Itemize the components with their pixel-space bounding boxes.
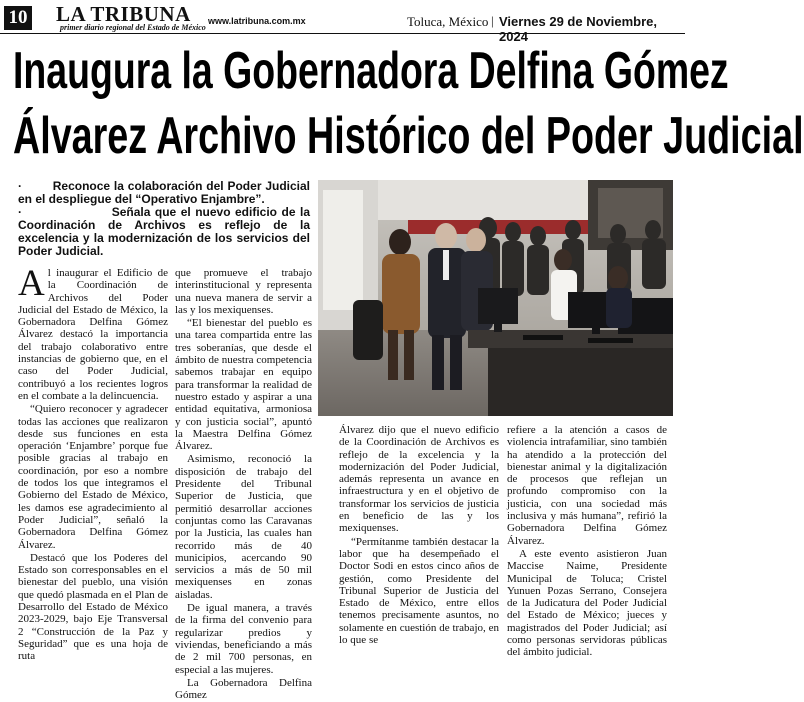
bullet-mark: · bbox=[18, 179, 22, 193]
article-paragraph bbox=[18, 263, 168, 402]
article-paragraph: Destacó que los Poderes del Estado son corresponsables en el bienestar del pueblo, una visión que quedó plasmada en el Plan de Desarrollo del Estado de México 2023-2029, bajo Eje Transversal 2 “Construcción de la Paz y Seguridad” que es una hoja de ruta bbox=[18, 551, 168, 663]
article-paragraph: “Permítanme también destacar la labor que ha desempeñado el Doctor Sodi en estos cinco años de gestión, como Presidente del Tribunal Superior de Justicia del Estado de México, entre ellos tenemos precisamente asuntos, no solamente en cuestión de trabajo, en lo que se bbox=[339, 535, 499, 647]
headline-line-1: Inaugura la Gobernadora Delfina Gómez bbox=[13, 42, 729, 100]
bullet-mark: · bbox=[18, 205, 22, 219]
summary-bullets bbox=[18, 180, 310, 258]
article-paragraph: A este evento asistieron Juan Maccise Naime, Presidente Municipal de Toluca; Cristel Yunuen Pozas Serrano, Consejera de la Judicatura del Poder Judicial del Estado de México; jueces y magistrados del Poder Judicial; así como personas servidoras públicas del ámbito judicial. bbox=[507, 547, 667, 659]
header-separator: | bbox=[491, 13, 494, 28]
article-column-1 bbox=[18, 263, 168, 664]
headline-line-2: Álvarez Archivo Histórico del Poder Judicial bbox=[13, 107, 804, 165]
drop-cap: A bbox=[18, 263, 45, 304]
article-column-4 bbox=[507, 424, 667, 660]
header-rule bbox=[0, 33, 685, 34]
article-paragraph: Asimismo, reconoció la disposición de trabajo del Presidente del Tribunal Superior de Justicia, que permitió desarrollar acciones conjuntas como las Caravanas por la Justicia, las cuales han recorrido más de 40 municipios, acercando 90 servicios a más de 50 mil mexiquenses en zonas aisladas. bbox=[175, 453, 312, 601]
city-label: Toluca, México bbox=[407, 14, 489, 29]
summary-bullet bbox=[18, 206, 310, 258]
article-column-2 bbox=[175, 267, 312, 702]
bullet-text: Reconoce la colaboración del Poder Judicial en el despliegue del “Operativo Enjambre”. bbox=[18, 179, 311, 206]
article-paragraph: refiere a la atención a casos de violencia intrafamiliar, sino también ha atendido a la protección del bienestar animal y la digitalización de procesos que reflejan un profundo compromiso con la justicia, con una sociedad más inclusiva y más humana”, refirió la Gobernadora Delfina Gómez Álvarez. bbox=[507, 424, 667, 547]
summary-bullet bbox=[18, 180, 310, 206]
newspaper-name: LA TRIBUNA bbox=[56, 2, 191, 26]
article-paragraph: La Gobernadora Delfina Gómez bbox=[175, 676, 312, 702]
bullet-text: Señala que el nuevo edificio de la Coordinación de Archivos es reflejo de la excelencia y la modernización de los servicios del Poder Judicial. bbox=[18, 205, 310, 258]
photo-illustration bbox=[318, 180, 673, 416]
website-link[interactable]: www.latribuna.com.mx bbox=[208, 16, 306, 26]
article-column-3 bbox=[339, 424, 499, 647]
article-paragraph: De igual manera, a través de la firma del convenio para regularizar predios y viviendas, beneficiando a más de 2 mil 700 personas, en especial a las mujeres. bbox=[175, 602, 312, 676]
article-paragraph: “El bienestar del pueblo es una tarea compartida entre las tres soberanías, que desde el ámbito de nuestra competencia sabemos trabajar en equipo para transformar la realidad de nuestro estado y aspirar a una entidad equitativa, armoniosa y con justicia social”, apuntó la Maestra Delfina Gómez Álvarez. bbox=[175, 317, 312, 453]
newspaper-tagline: primer diario regional del Estado de México bbox=[60, 23, 206, 32]
paragraph-text: l inaugurar el Edificio de la Coordinación de Archivos del Poder Judicial del Estado de México, la Gobernadora Delfina Gómez Álvarez destacó la importancia del trabajo colaborativo entre instancias de gobierno que, en el caso del Poder Judicial, contribuyó a los recientes logros en el combate a la delincuencia. bbox=[18, 267, 168, 402]
article-paragraph: Álvarez dijo que el nuevo edificio de la Coordinación de Archivos es reflejo de la excelencia y la modernización del Poder Judicial, además representa un avance en infraestructura y en el objetivo de transformar los servicios de justicia en beneficio de las y los mexiquenses. bbox=[339, 424, 499, 535]
page-number: 10 bbox=[4, 6, 32, 30]
issue-date: Viernes 29 de Noviembre, 2024 bbox=[499, 14, 658, 44]
article-paragraph: “Quiero reconocer y agradecer todas las acciones que realizaron desde sus funciones en esta operación ‘Enjambre’ porque fue posible gracias al trabajo en coordinación, por eso a nombre de todos los que integramos el Gobierno del Estado de México, les damos ese agradecimiento al Poder Judicial”, señaló la Gobernadora Delfina Gómez Álvarez. bbox=[18, 403, 168, 551]
article-photo bbox=[318, 180, 673, 416]
article-paragraph: que promueve el trabajo interinstitucional y representa una nueva manera de servir a las y los mexiquenses. bbox=[175, 267, 312, 316]
